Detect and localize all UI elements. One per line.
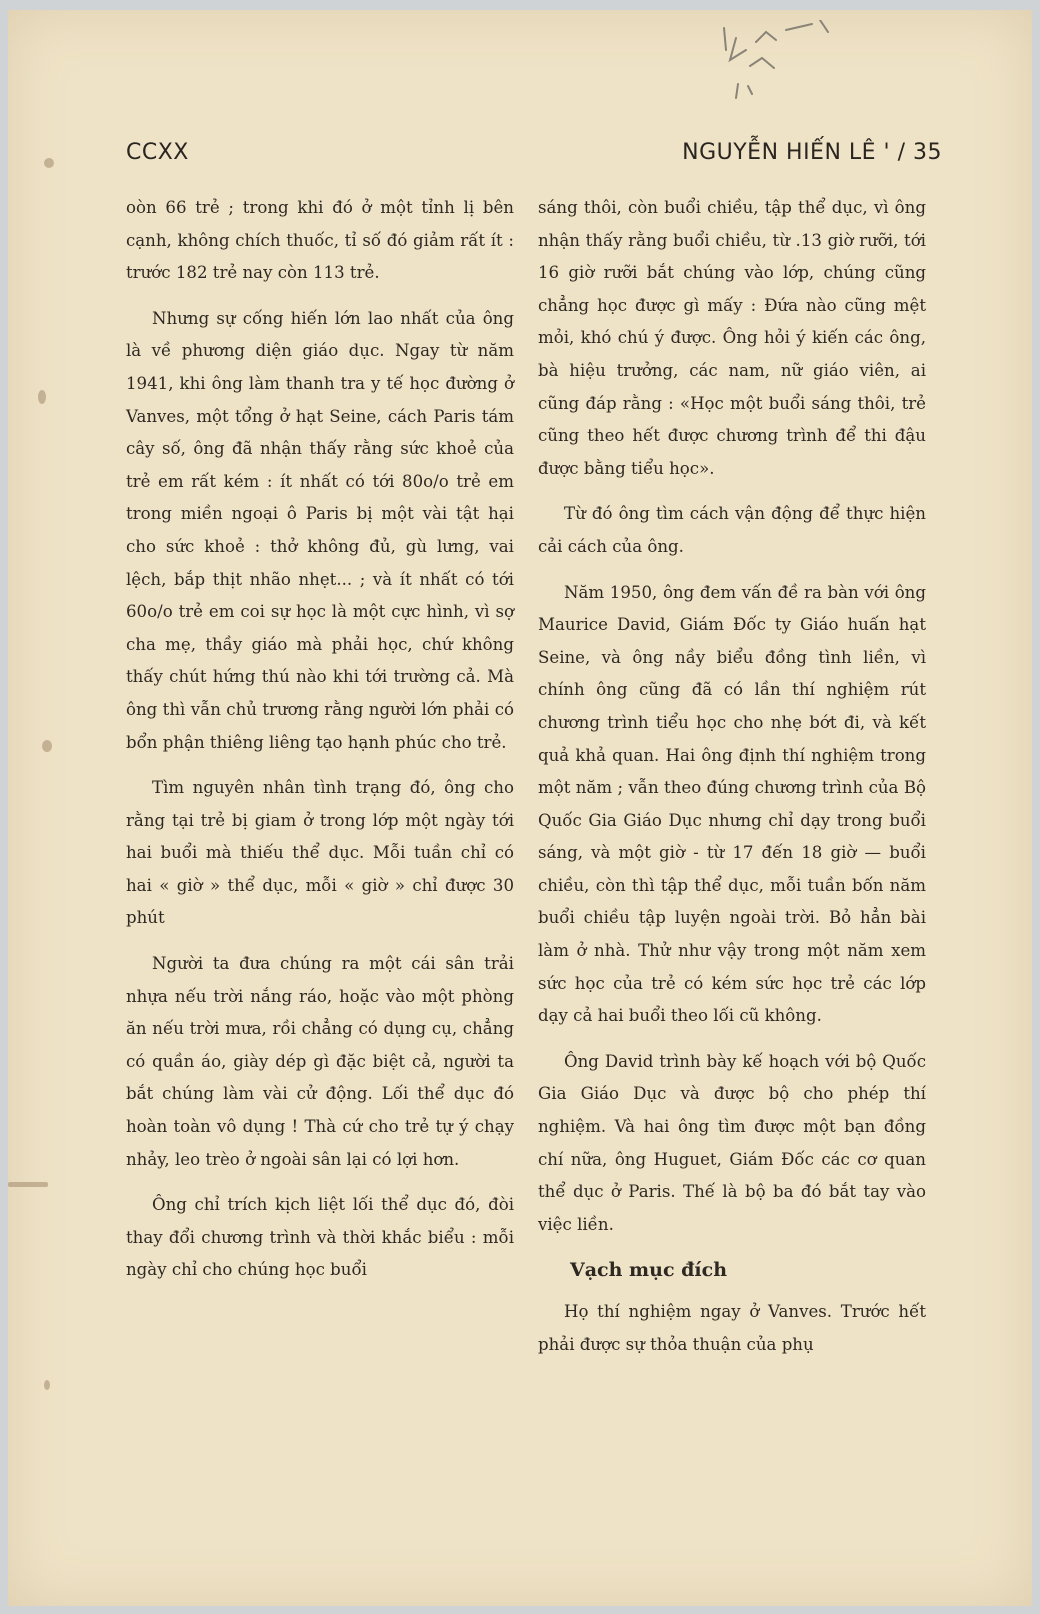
paragraph: Ông David trình bày kế hoạch với bộ Quốc Gia Giáo Dục và được bộ cho phép thí nghiệm. Và hai ông tìm được một bạn đồng chí nữa, ông Huguet, Giám Đốc các cơ quan thể dục ở Paris. Thế là bộ ba đó bắt tay vào việc liền. [538,1051,926,1234]
author-page-number: NGUYỄN HIẾN LÊ ' / 35 [682,140,942,165]
paper-stain [44,158,54,168]
paper-stain [8,1182,48,1187]
left-column [126,192,514,1300]
book-page [8,10,1032,1606]
paragraph: Từ đó ông tìm cách vận động để thực hiện cải cách của ông. [538,504,926,556]
paragraph: oòn 66 trẻ ; trong khi đó ở một tỉnh lị bên cạnh, không chích thuốc, tỉ số đó giảm rất ít : trước 182 trẻ nay còn 113 trẻ. [126,198,514,283]
paper-stain [42,740,52,752]
paragraph: Năm 1950, ông đem vấn đề ra bàn với ông Maurice David, Giám Đốc ty Giáo huấn hạt Seine, và ông nầy biểu đồng tình liền, vì chính ông cũng đã có lần thí nghiệm rút chương trình tiểu học cho nhẹ bớt đi, và kết quả khả quan. Hai ông định thí nghiệm trong một năm ; vẫn theo đúng chương trình của Bộ Quốc Gia Giáo Dục nhưng chỉ dạy trong buổi sáng, và một giờ - từ 17 đến 18 giờ — buổi chiều, còn thì tập thể dục, mỗi tuần bốn năm buổi chiều tập luyện ngoài trời. Bỏ hẳn bài làm ở nhà. Thử như vậy trong một năm xem sức học của trẻ có kém sức học trẻ các lớp dạy cả hai buổi theo lối cũ không. [538,582,926,1026]
section-heading: Vạch mục đích [570,1259,728,1282]
paragraph: Người ta đưa chúng ra một cái sân trải nhựa nếu trời nắng ráo, hoặc vào một phòng ăn nếu trời mưa, rồi chẳng có dụng cụ, chẳng có quần áo, giày dép gì đặc biệt cả, người ta bắt chúng làm vài cử động. Lối thể dục đó hoàn toàn vô dụng ! Thà cứ cho trẻ tự ý chạy nhảy, leo trèo ở ngoài sân lại có lợi hơn. [126,954,514,1169]
paragraph: sáng thôi, còn buổi chiều, tập thể dục, vì ông nhận thấy rằng buổi chiều, từ .13 giờ rưỡi, tới 16 giờ rưỡi bắt chúng vào lớp, chúng cũng chẳng học được gì mấy : Đứa nào cũng mệt mỏi, khó chú ý được. Ông hỏi ý kiến các ông, bà hiệu trưởng, các nam, nữ giáo viên, ai cũng đáp rằng : «Học một buổi sáng thôi, trẻ cũng theo hết được chương trình để thi đậu được bằng tiểu học». [538,198,926,478]
section-code: CCXX [126,140,189,165]
right-column [538,192,926,1375]
paragraph: Ông chỉ trích kịch liệt lối thể dục đó, đòi thay đổi chương trình và thời khắc biểu : mỗi ngày chỉ cho chúng học buổi [126,1195,514,1280]
pencil-scribble [716,20,846,110]
paper-stain [44,1380,50,1390]
paragraph: Tìm nguyên nhân tình trạng đó, ông cho rằng tại trẻ bị giam ở trong lớp một ngày tới hai buổi mà thiếu thể dục. Mỗi tuần chỉ có hai « giờ » thể dục, mỗi « giờ » chỉ được 30 phút [126,778,514,928]
paper-stain [38,390,46,404]
paragraph: Họ thí nghiệm ngay ở Vanves. Trước hết phải được sự thỏa thuận của phụ [538,1302,926,1354]
paragraph: Nhưng sự cống hiến lớn lao nhất của ông là về phương diện giáo dục. Ngay từ năm 1941, khi ông làm thanh tra y tế học đường ở Vanves, một tổng ở hạt Seine, cách Paris tám cây số, ông đã nhận thấy rằng sức khoẻ của trẻ em rất kém : ít nhất có tới 80o/o trẻ em trong miền ngoại ô Paris bị một vài tật hại cho sức khoẻ : thở không đủ, gù lưng, vai lệch, bắp thịt nhão nhẹt... ; và ít nhất có tới 60o/o trẻ em coi sự học là một cực hình, vì sợ cha mẹ, thầy giáo mà phải học, chứ không thấy chút hứng thú nào khi tới trường cả. Mà ông thì vẫn chủ trương rằng người lớn phải có bổn phận thiêng liêng tạo hạnh phúc cho trẻ. [126,308,514,752]
